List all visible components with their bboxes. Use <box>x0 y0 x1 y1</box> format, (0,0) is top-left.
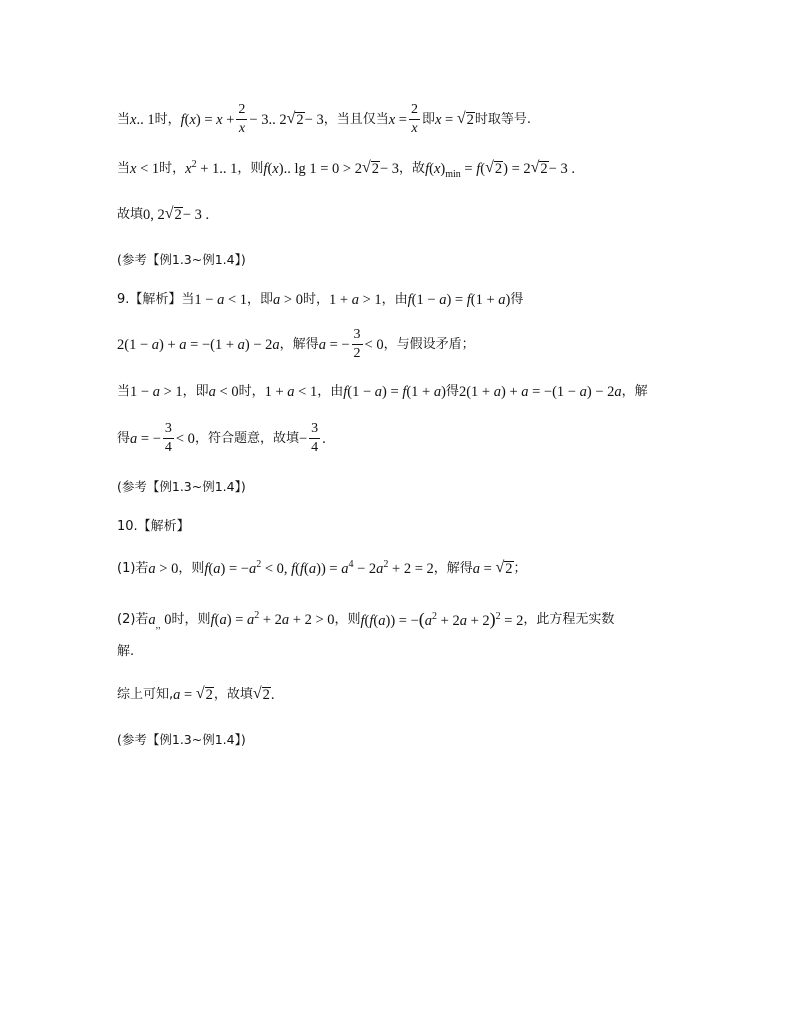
solution-9-line-4: 得 a = − $\frac{3}{4}$ < 0 ，符合题意，故填 − $\frac{3}{4}$ . <box>117 421 326 455</box>
sqrt: √ 2 <box>495 559 513 578</box>
text: (1)若 <box>117 561 149 576</box>
sqrt: √ 2 <box>195 685 213 704</box>
text: ，当且仅当 <box>323 111 389 127</box>
text: 得 <box>510 292 524 307</box>
sqrt: √ 2 <box>286 109 304 128</box>
text: ； <box>513 561 527 576</box>
fraction: $\frac{2}{x}$ <box>238 102 246 136</box>
text: ，故 <box>399 161 426 176</box>
reference-note: (参考【例1.3~例1.4】) <box>117 479 246 494</box>
solution-10-heading <box>117 517 190 537</box>
text: 时取等号. <box>474 111 532 127</box>
text: ，由 <box>317 384 344 399</box>
solution-9-line-3: 当 1 − a > 1 ，即 a < 0 时， 1 + a < 1 ，由 f(1 − a) = f(1 + a) 得 2(1 + a) + a = −(1 − a) − 2a ，解 <box>117 384 648 400</box>
sqrt: √ 2 <box>485 159 503 178</box>
sqrt: √ 2 <box>252 685 270 704</box>
sqrt: √ 2 <box>361 159 379 178</box>
text: 时， <box>302 292 329 307</box>
text: ，即 <box>247 292 274 307</box>
text: ，由 <box>381 292 408 307</box>
solution-10-case-2: (2)若 $a_{,,}$ 0 时，则 $f(a) = a^2 + 2a + 2 > 0$ ，则 $f(f(a)) = -(a^2 + 2a + 2)^2 = 2$ ，此方程无实数 <box>117 609 615 631</box>
reference-note: (参考【例1.3~例1.4】) <box>117 732 246 747</box>
text: 时， <box>159 161 186 176</box>
fraction: $\frac{2}{x}$ <box>410 102 418 136</box>
text: 9.【解析】当 <box>117 292 195 307</box>
text: 当 <box>117 384 131 399</box>
solution-line-1: 当 x.. 1 时， f(x) = x + $\frac{2}{x}$ − 3.. 2 √ 2 − 3 ，当且仅当 x = $\frac{2}{x}$ 即 x = √ 2 时取等号. <box>117 102 532 136</box>
text: ，则 <box>178 561 205 576</box>
text: 得 <box>445 384 459 399</box>
text: ，则 <box>237 161 264 176</box>
text: 得 <box>117 430 131 446</box>
reference-note: (参考【例1.3~例1.4】) <box>117 252 246 267</box>
text: ，解得 <box>279 336 319 352</box>
solution-9-line-1: 9.【解析】当 1 − a < 1 ，即 a > 0 时， 1 + a > 1 ，由 f(1 − a) = f(1 + a) 得 <box>117 292 524 308</box>
text: 解. <box>117 644 135 659</box>
text: 时， <box>238 384 265 399</box>
solution-10-case-1: (1)若 a > 0 ，则 $f(a) = -a^2 < 0$, $f(f(a)) = a^4 - 2a^2 + 2 = 2$ ，解得 a = √ 2 ； <box>117 559 527 578</box>
text: (2)若 <box>117 612 149 627</box>
text: ，符合题意，故填 <box>194 430 299 446</box>
text: ，即 <box>182 384 209 399</box>
sqrt: √ 2 <box>530 159 548 178</box>
solution-9-line-2: 2(1 − a) + a = −(1 + a) − 2a ，解得 a = − $\frac{3}{2}$ < 0 ，与假设矛盾； <box>117 327 475 361</box>
text: 当 <box>117 161 131 176</box>
fraction: $\frac{3}{4}$ <box>164 421 172 455</box>
text: ，此方程无实数 <box>523 612 615 627</box>
solution-10-case-2-cont <box>117 642 134 662</box>
text: ，与假设矛盾； <box>383 336 475 352</box>
text: ，故填 <box>213 687 253 702</box>
sqrt: √ 2 <box>164 205 182 224</box>
text: 时，则 <box>171 612 211 627</box>
text: 故填 <box>117 207 144 222</box>
text: ，则 <box>334 612 361 627</box>
text: ，解 <box>621 384 648 399</box>
text: 即 <box>421 111 435 127</box>
text: 当 <box>117 111 131 127</box>
sqrt: √ 2 <box>456 109 474 128</box>
text: 时， <box>154 111 181 127</box>
fraction: $\frac{3}{4}$ <box>311 421 319 455</box>
solution-10-conclusion: 综上可知, a = √ 2 ，故填 √ 2 . <box>117 685 275 704</box>
solution-line-3: 故填 0, 2 √ 2 − 3 . <box>117 205 210 224</box>
fraction: $\frac{3}{2}$ <box>353 327 361 361</box>
solution-line-2: 当 x < 1 时， $x^2 + 1$.. 1 ，则 f(x).. lg 1 = 0 > 2 √ 2 − 3 ，故 $f(x)_{min} = f$( √ 2 ) = 2 √ 2 − 3 . <box>117 159 575 180</box>
text: 综上可知, <box>117 687 174 702</box>
text: 10.【解析】 <box>117 519 190 534</box>
text: ，解得 <box>433 561 473 576</box>
